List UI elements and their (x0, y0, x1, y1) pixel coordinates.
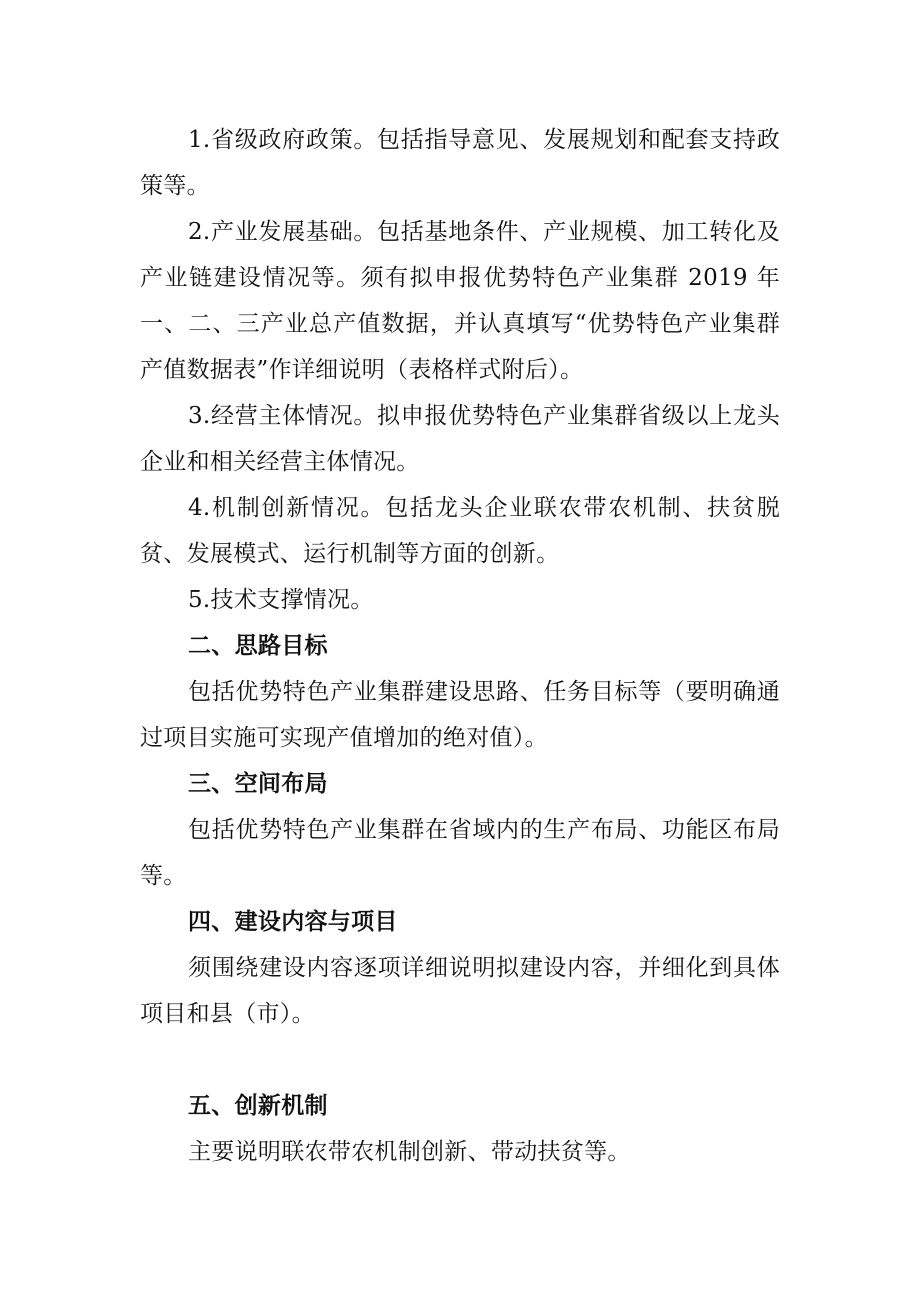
paragraph-provincial-policy: 1.省级政府政策。包括指导意见、发展规划和配套支持政策等。 (140, 127, 780, 199)
paragraph-mechanism-innovation: 4.机制创新情况。包括龙头企业联农带农机制、扶贫脱贫、发展模式、运行机制等方面的创新。 (140, 495, 780, 567)
section-heading-construction-projects: 四、建设内容与项目 (188, 909, 398, 935)
section-heading-spatial-layout: 三、空间布局 (188, 771, 328, 797)
document-body (140, 117, 780, 1175)
paragraph-business-entities: 3.经营主体情况。拟申报优势特色产业集群省级以上龙头企业和相关经营主体情况。 (140, 403, 780, 475)
section-heading-innovation-mechanism: 五、创新机制 (188, 1093, 328, 1119)
paragraph-ideas-goals: 包括优势特色产业集群建设思路、任务目标等（要明确通过项目实施可实现产值增加的绝对值）。 (140, 679, 780, 751)
section-heading-ideas-goals: 二、思路目标 (188, 633, 328, 659)
paragraph-construction-projects: 须围绕建设内容逐项详细说明拟建设内容，并细化到具体项目和县（市）。 (140, 955, 780, 1027)
paragraph-innovation-mechanism: 主要说明联农带农机制创新、带动扶贫等。 (188, 1139, 631, 1165)
blank-line (140, 1037, 780, 1083)
paragraph-industry-foundation: 2.产业发展基础。包括基地条件、产业规模、加工转化及产业链建设情况等。须有拟申报优势特色产业集群 2019 年一、二、三产业总产值数据，并认真填写“优势特色产业集群产值数据表”作详细说明（表格样式附后）。 (140, 219, 780, 383)
paragraph-spatial-layout: 包括优势特色产业集群在省域内的生产布局、功能区布局等。 (140, 817, 780, 889)
paragraph-technical-support: 5.技术支撑情况。 (188, 587, 374, 613)
